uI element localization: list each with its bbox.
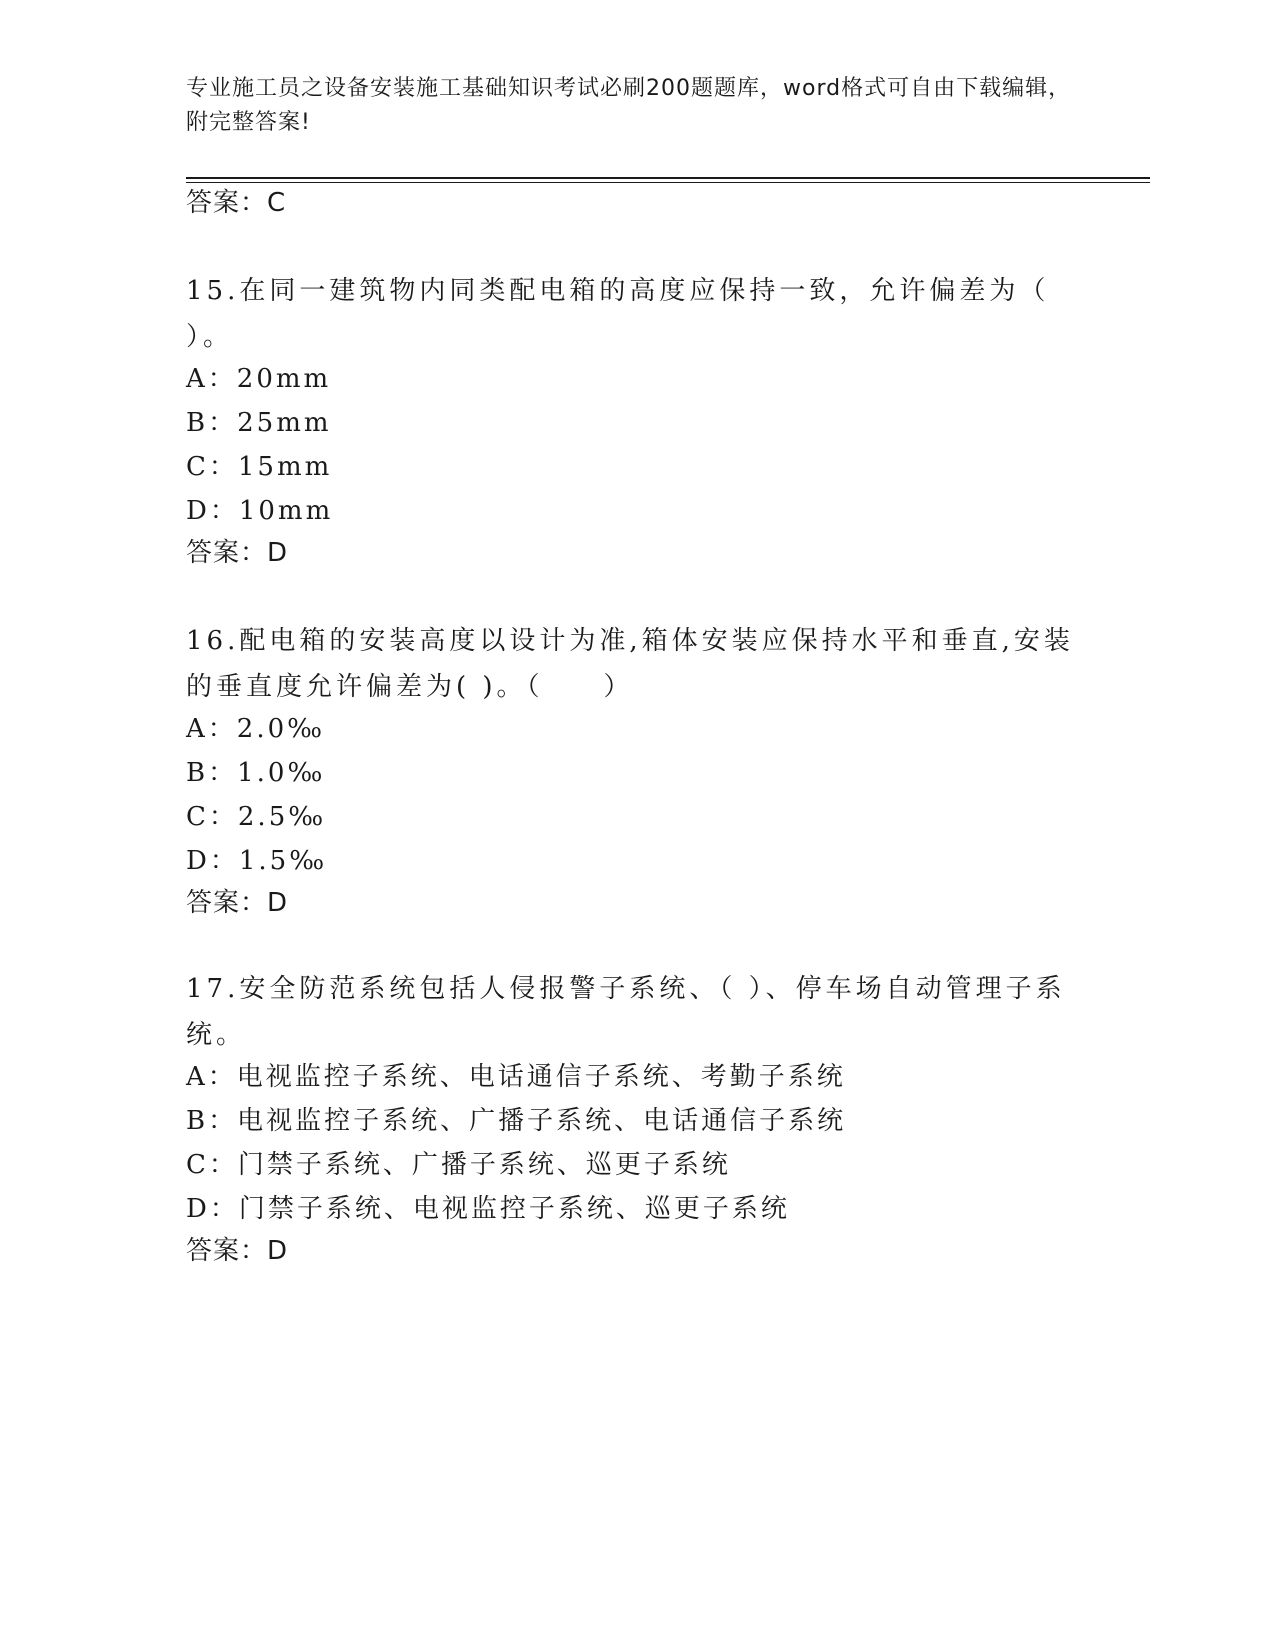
answer-previous: 答案：C <box>186 188 287 218</box>
question-17: 17.安全防范系统包括人侵报警子系统、（ ）、停车场自动管理子系统。 <box>186 974 1066 1050</box>
option-15-b: B：25mm <box>186 408 332 438</box>
option-17-c: C：门禁子系统、广播子系统、巡更子系统 <box>186 1150 731 1180</box>
document-header-title: 专业施工员之设备安装施工基础知识考试必刷200题题库，word格式可自由下载编辑，附完整答案! <box>186 76 1072 135</box>
header-divider-thick <box>186 177 1150 179</box>
option-17-b: B：电视监控子系统、广播子系统、电话通信子系统 <box>186 1106 847 1136</box>
option-16-d: D：1.5‰ <box>186 846 328 876</box>
option-17-a: A：电视监控子系统、电话通信子系统、考勤子系统 <box>186 1062 846 1092</box>
answer-16: 答案：D <box>186 888 289 918</box>
option-16-b: B：1.0‰ <box>186 758 326 788</box>
header-divider-thin <box>186 182 1150 183</box>
answer-17: 答案：D <box>186 1236 289 1266</box>
option-15-c: C：15mm <box>186 452 333 482</box>
option-16-c: C：2.5‰ <box>186 802 327 832</box>
option-15-a: A：20mm <box>186 364 332 394</box>
option-16-a: A：2.0‰ <box>186 714 326 744</box>
question-15: 15.在同一建筑物内同类配电箱的高度应保持一致，允许偏差为（ ）。 <box>186 276 1050 352</box>
answer-15: 答案：D <box>186 538 289 568</box>
option-15-d: D：10mm <box>186 496 334 526</box>
option-17-d: D：门禁子系统、电视监控子系统、巡更子系统 <box>186 1194 790 1224</box>
question-16: 16.配电箱的安装高度以设计为准,箱体安装应保持水平和垂直,安装的垂直度允许偏差为( )。（ ） <box>186 626 1074 702</box>
